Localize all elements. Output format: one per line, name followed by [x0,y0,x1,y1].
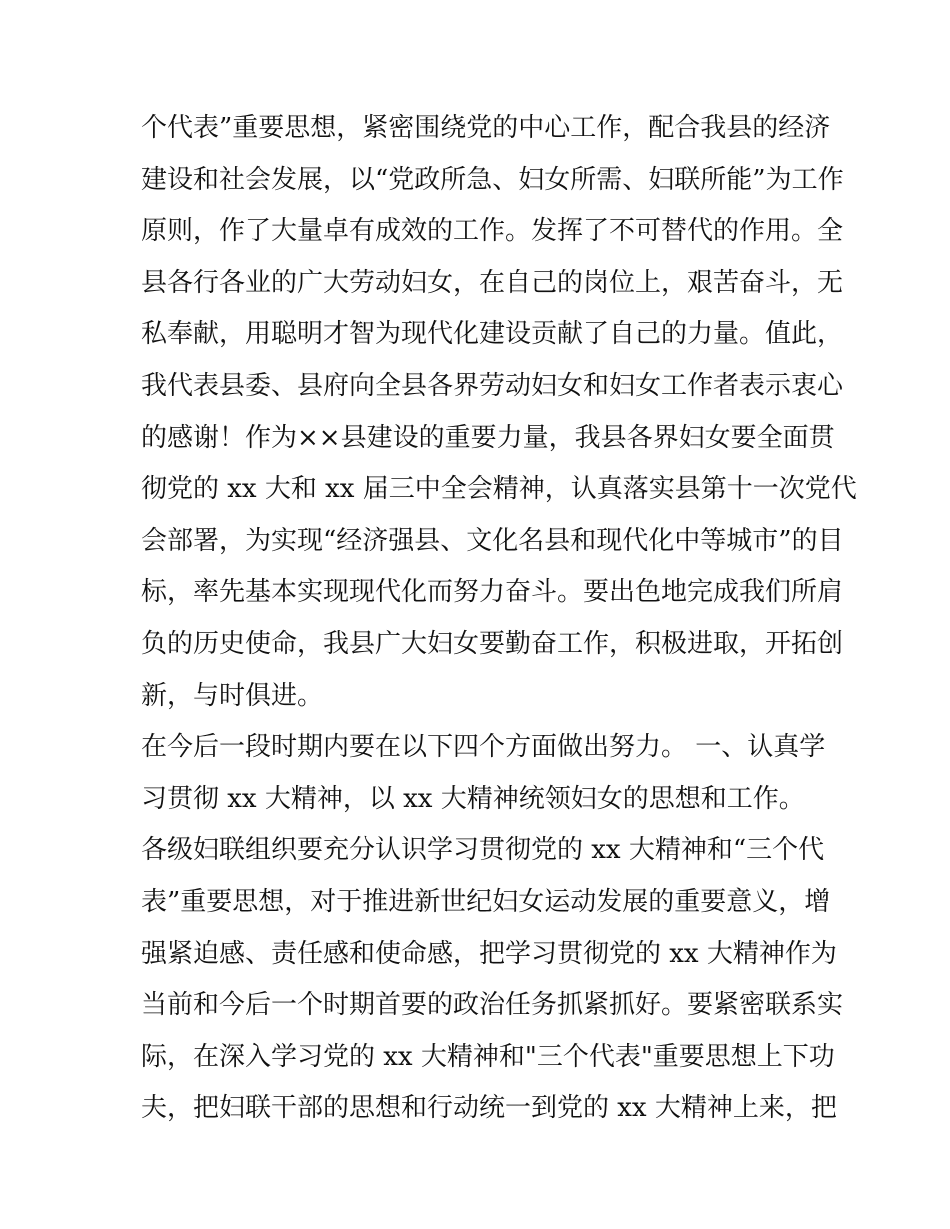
text-line: 夫，把妇联干部的思想和行动统一到党的 xx 大精神上来，把 [141,1093,837,1124]
text-line: 在今后一段时期内要在以下四个方面做出努力。 一、认真学 [141,732,826,763]
text-line: 彻党的 xx 大和 xx 届三中全会精神，认真落实县第十一次党代 [141,474,857,505]
text-line: 会部署，为实现“经济强县、文化名县和现代化中等城市”的目 [141,525,844,556]
text-line: 县各行各业的广大劳动妇女，在自己的岗位上，艰苦奋斗，无 [141,267,844,298]
text-line: 表”重要思想，对于推进新世纪妇女运动发展的重要意义，增 [141,886,831,917]
text-line: 标，率先基本实现现代化而努力奋斗。要出色地完成我们所肩 [141,577,844,608]
text-line: 的感谢！作为××县建设的重要力量，我县各界妇女要全面贯 [141,422,835,453]
text-line: 我代表县委、县府向全县各界劳动妇女和妇女工作者表示衷心 [141,370,844,401]
text-line: 各级妇联组织要充分认识学习贯彻党的 xx 大精神和“三个代 [141,835,825,866]
text-line: 建设和社会发展，以“党政所急、妇女所需、妇联所能”为工作 [141,164,844,195]
text-line: 当前和今后一个时期首要的政治任务抓紧抓好。要紧密联系实 [141,990,844,1021]
text-line: 原则，作了大量卓有成效的工作。发挥了不可替代的作用。全 [141,216,844,247]
text-line: 新，与时俱进。 [141,680,324,711]
text-line: 强紧迫感、责任感和使命感，把学习贯彻党的 xx 大精神作为 [141,938,837,969]
text-line: 私奉献，用聪明才智为现代化建设贡献了自己的力量。值此， [141,319,844,350]
text-line: 际，在深入学习党的 xx 大精神和"三个代表"重要思想上下功 [141,1041,835,1072]
body-text [141,103,857,1135]
text-line: 习贯彻 xx 大精神，以 xx 大精神统领妇女的思想和工作。 [141,783,805,814]
text-line: 个代表”重要思想，紧密围绕党的中心工作，配合我县的经济 [141,113,831,143]
text-line: 负的历史使命，我县广大妇女要勤奋工作，积极进取，开拓创 [141,628,844,659]
